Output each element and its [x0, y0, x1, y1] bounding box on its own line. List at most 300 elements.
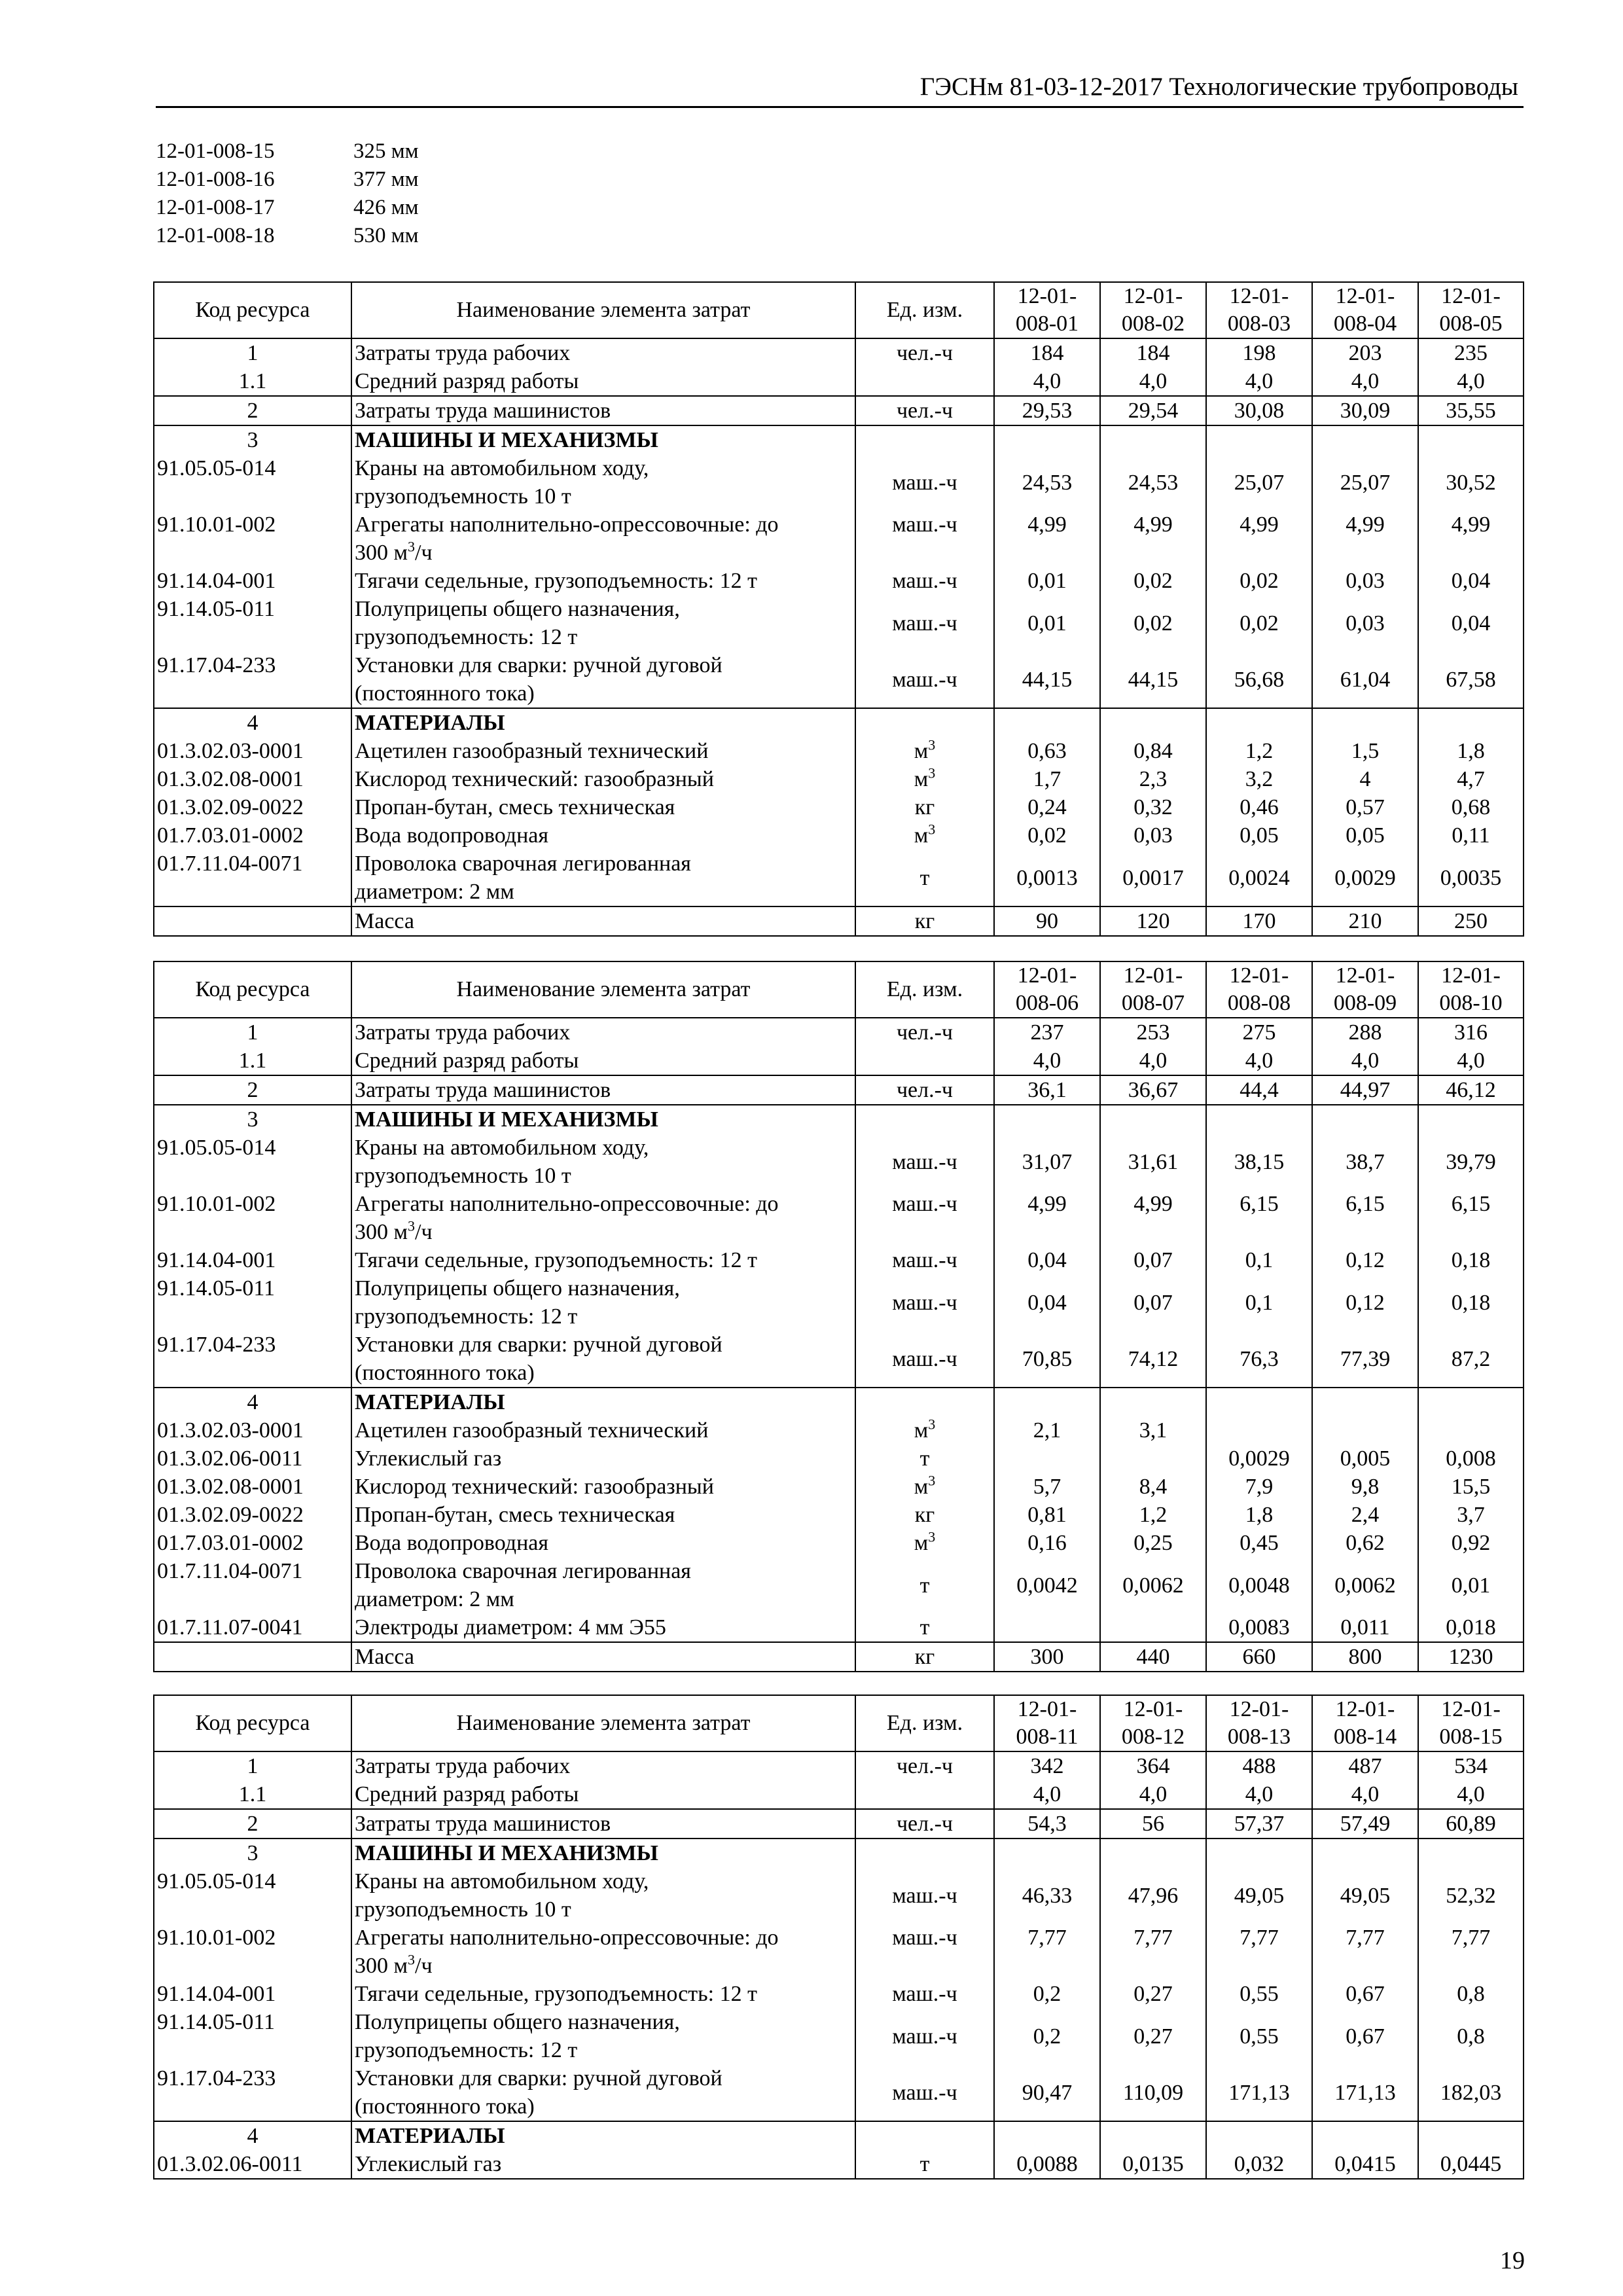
- row-value: 0,02: [1100, 567, 1206, 595]
- row-name: Углекислый газ: [351, 2150, 855, 2179]
- row-code: 01.3.02.03-0001: [154, 737, 351, 765]
- row-value: [1100, 1839, 1206, 1867]
- header-column-code: 12-01- 008-15: [1418, 1695, 1524, 1751]
- row-code: 4: [154, 2121, 351, 2150]
- row-unit: маш.-ч: [855, 1924, 994, 1980]
- row-name: Масса: [351, 1642, 855, 1672]
- row-code: 01.7.11.04-0071: [154, 850, 351, 906]
- row-value: 4,0: [1100, 1780, 1206, 1809]
- row-name: Вода водопроводная: [351, 821, 855, 850]
- row-value: 0,57: [1312, 793, 1418, 821]
- row-name: Установки для сварки: ручной дуговой (постоянного тока): [351, 1331, 855, 1388]
- row-value: 36,1: [994, 1075, 1100, 1105]
- row-value: 487: [1312, 1751, 1418, 1780]
- row-unit: [855, 1105, 994, 1134]
- row-value: 3,2: [1206, 765, 1312, 793]
- row-value: 0,04: [1418, 595, 1524, 651]
- header-code: Код ресурса: [154, 961, 351, 1018]
- header-column-code: 12-01- 008-03: [1206, 282, 1312, 338]
- row-value: 0,45: [1206, 1529, 1312, 1557]
- row-value: 8,4: [1100, 1473, 1206, 1501]
- row-code: 4: [154, 708, 351, 737]
- row-value: [1206, 2121, 1312, 2150]
- table-row: [154, 1047, 1524, 1075]
- row-value: [994, 425, 1100, 454]
- row-code: 91.10.01-002: [154, 1190, 351, 1246]
- row-value: [1312, 1105, 1418, 1134]
- row-value: 660: [1206, 1642, 1312, 1672]
- table-row: [154, 454, 1524, 511]
- row-name: Средний разряд работы: [351, 1047, 855, 1075]
- table-header-row: [154, 282, 1524, 338]
- row-unit: [855, 708, 994, 737]
- table-row: [154, 1274, 1524, 1331]
- row-unit: маш.-ч: [855, 1134, 994, 1190]
- row-value: 46,33: [994, 1867, 1100, 1924]
- table-row: [154, 1501, 1524, 1529]
- row-value: [994, 1105, 1100, 1134]
- row-value: 31,61: [1100, 1134, 1206, 1190]
- row-unit: т: [855, 1444, 994, 1473]
- row-name: Агрегаты наполнительно-опрессовочные: до 300 $м^3/ч$: [351, 511, 855, 567]
- row-unit: т: [855, 2150, 994, 2179]
- row-value: 1230: [1418, 1642, 1524, 1672]
- table-row: [154, 1613, 1524, 1642]
- row-value: 25,07: [1206, 454, 1312, 511]
- row-value: 0,2: [994, 2008, 1100, 2064]
- row-value: 300: [994, 1642, 1100, 1672]
- row-value: 0,24: [994, 793, 1100, 821]
- row-unit: маш.-ч: [855, 2008, 994, 2064]
- row-value: [994, 708, 1100, 737]
- header-column-code: 12-01- 008-06: [994, 961, 1100, 1018]
- row-value: 38,7: [1312, 1134, 1418, 1190]
- row-value: [1206, 425, 1312, 454]
- row-unit: кг: [855, 1642, 994, 1672]
- row-value: 364: [1100, 1751, 1206, 1780]
- row-value: 1,5: [1312, 737, 1418, 765]
- header-column-code: 12-01- 008-07: [1100, 961, 1206, 1018]
- row-value: 7,77: [1418, 1924, 1524, 1980]
- row-value: [1206, 1388, 1312, 1416]
- header-column-code: 12-01- 008-09: [1312, 961, 1418, 1018]
- row-value: 0,04: [994, 1246, 1100, 1274]
- row-value: 90,47: [994, 2064, 1100, 2121]
- row-value: 0,46: [1206, 793, 1312, 821]
- row-unit: маш.-ч: [855, 651, 994, 708]
- row-value: 15,5: [1418, 1473, 1524, 1501]
- row-value: 29,53: [994, 396, 1100, 425]
- row-value: [1206, 708, 1312, 737]
- row-unit: маш.-ч: [855, 1274, 994, 1331]
- row-value: 250: [1418, 906, 1524, 936]
- table-row: [154, 1867, 1524, 1924]
- row-value: 0,011: [1312, 1613, 1418, 1642]
- row-name: Кислород технический: газообразный: [351, 765, 855, 793]
- row-value: 4,0: [994, 1047, 1100, 1075]
- row-value: 171,13: [1312, 2064, 1418, 2121]
- row-value: [1206, 1416, 1312, 1444]
- row-name: Затраты труда рабочих: [351, 1751, 855, 1780]
- row-code: 91.05.05-014: [154, 1134, 351, 1190]
- row-value: 0,0042: [994, 1557, 1100, 1613]
- row-code: 91.14.04-001: [154, 567, 351, 595]
- row-name: Вода водопроводная: [351, 1529, 855, 1557]
- row-code: 91.17.04-233: [154, 1331, 351, 1388]
- table-row: [154, 595, 1524, 651]
- row-value: 70,85: [994, 1331, 1100, 1388]
- row-name: Установки для сварки: ручной дуговой (постоянного тока): [351, 651, 855, 708]
- row-value: 36,67: [1100, 1075, 1206, 1105]
- row-value: 440: [1100, 1642, 1206, 1672]
- code-list-size: 377 мм: [353, 168, 419, 191]
- row-value: 5,7: [994, 1473, 1100, 1501]
- row-unit: маш.-ч: [855, 511, 994, 567]
- row-code: 1: [154, 1018, 351, 1047]
- row-value: 44,4: [1206, 1075, 1312, 1105]
- row-name: Краны на автомобильном ходу, грузоподъемность 10 т: [351, 454, 855, 511]
- row-value: [1206, 1105, 1312, 1134]
- row-name: Краны на автомобильном ходу, грузоподъемность 10 т: [351, 1867, 855, 1924]
- row-value: 4,0: [1312, 1780, 1418, 1809]
- row-value: 0,84: [1100, 737, 1206, 765]
- row-value: 4,0: [1418, 367, 1524, 396]
- row-value: 288: [1312, 1018, 1418, 1047]
- row-value: 4,0: [994, 1780, 1100, 1809]
- page-header-title: ГЭСНм 81-03-12-2017 Технологические трубопроводы: [919, 73, 1518, 101]
- row-value: 800: [1312, 1642, 1418, 1672]
- row-name: Ацетилен газообразный технический: [351, 1416, 855, 1444]
- row-code: 01.7.03.01-0002: [154, 1529, 351, 1557]
- row-name: Кислород технический: газообразный: [351, 1473, 855, 1501]
- row-value: [1100, 1444, 1206, 1473]
- row-unit: $м^3$: [855, 1473, 994, 1501]
- row-code: 91.14.05-011: [154, 1274, 351, 1331]
- header-column-code: 12-01- 008-10: [1418, 961, 1524, 1018]
- row-unit: чел.-ч: [855, 1809, 994, 1839]
- row-name: Затраты труда рабочих: [351, 1018, 855, 1047]
- row-value: 342: [994, 1751, 1100, 1780]
- row-value: 0,18: [1418, 1246, 1524, 1274]
- header-code: Код ресурса: [154, 1695, 351, 1751]
- resource-table-2: [153, 961, 1524, 1672]
- header-name: Наименование элемента затрат: [351, 1695, 855, 1751]
- row-value: 4,99: [994, 511, 1100, 567]
- table-row: [154, 1839, 1524, 1867]
- row-value: 4,0: [1206, 1047, 1312, 1075]
- row-code: 01.3.02.03-0001: [154, 1416, 351, 1444]
- table-row: [154, 2150, 1524, 2179]
- table-row: [154, 850, 1524, 906]
- row-value: 0,12: [1312, 1274, 1418, 1331]
- row-name: Краны на автомобильном ходу, грузоподъемность 10 т: [351, 1134, 855, 1190]
- row-value: 182,03: [1418, 2064, 1524, 2121]
- table-row: [154, 567, 1524, 595]
- row-name: Ацетилен газообразный технический: [351, 737, 855, 765]
- row-value: 0,92: [1418, 1529, 1524, 1557]
- row-unit: маш.-ч: [855, 1246, 994, 1274]
- row-value: 0,03: [1312, 595, 1418, 651]
- table-row: [154, 1416, 1524, 1444]
- row-value: 24,53: [994, 454, 1100, 511]
- resource-table-1: [153, 281, 1524, 937]
- row-value: 0,018: [1418, 1613, 1524, 1642]
- row-value: 4,0: [1312, 367, 1418, 396]
- table-row: [154, 396, 1524, 425]
- row-unit: $м^3$: [855, 1416, 994, 1444]
- row-unit: маш.-ч: [855, 1980, 994, 2008]
- row-value: 0,01: [994, 567, 1100, 595]
- row-value: 3,7: [1418, 1501, 1524, 1529]
- row-value: 0,0083: [1206, 1613, 1312, 1642]
- row-value: [1100, 708, 1206, 737]
- row-value: 237: [994, 1018, 1100, 1047]
- row-code: 01.7.03.01-0002: [154, 821, 351, 850]
- row-code: 01.3.02.09-0022: [154, 1501, 351, 1529]
- row-name: Пропан-бутан, смесь техническая: [351, 1501, 855, 1529]
- row-unit: [855, 2121, 994, 2150]
- table-row: [154, 338, 1524, 367]
- row-unit: кг: [855, 906, 994, 936]
- row-value: 57,37: [1206, 1809, 1312, 1839]
- row-value: 110,09: [1100, 2064, 1206, 2121]
- row-value: 74,12: [1100, 1331, 1206, 1388]
- row-value: 1,8: [1418, 737, 1524, 765]
- row-value: 4: [1312, 765, 1418, 793]
- row-unit: т: [855, 1557, 994, 1613]
- row-code: 3: [154, 1839, 351, 1867]
- row-code: 91.05.05-014: [154, 1867, 351, 1924]
- row-value: 47,96: [1100, 1867, 1206, 1924]
- code-list-code: 12-01-008-16: [156, 168, 275, 191]
- code-list-code: 12-01-008-15: [156, 139, 275, 163]
- table-row: [154, 651, 1524, 708]
- row-value: 0,005: [1312, 1444, 1418, 1473]
- row-value: [1312, 1839, 1418, 1867]
- row-unit: маш.-ч: [855, 1190, 994, 1246]
- row-value: [1418, 1416, 1524, 1444]
- table-row: [154, 1809, 1524, 1839]
- row-value: 0,1: [1206, 1246, 1312, 1274]
- table-row: [154, 1190, 1524, 1246]
- row-value: 46,12: [1418, 1075, 1524, 1105]
- row-value: 25,07: [1312, 454, 1418, 511]
- row-value: [994, 2121, 1100, 2150]
- row-value: 0,0088: [994, 2150, 1100, 2179]
- row-name: Полуприцепы общего назначения, грузоподъемность: 12 т: [351, 595, 855, 651]
- code-list-code: 12-01-008-18: [156, 224, 275, 247]
- row-value: 0,12: [1312, 1246, 1418, 1274]
- code-list-item: [156, 166, 419, 194]
- row-name: Проволока сварочная легированная диаметром: 2 мм: [351, 850, 855, 906]
- row-value: 253: [1100, 1018, 1206, 1047]
- row-unit: маш.-ч: [855, 1331, 994, 1388]
- row-value: 30,08: [1206, 396, 1312, 425]
- row-name: Полуприцепы общего назначения, грузоподъемность: 12 т: [351, 1274, 855, 1331]
- row-value: 54,3: [994, 1809, 1100, 1839]
- row-value: 534: [1418, 1751, 1524, 1780]
- header-column-code: 12-01- 008-04: [1312, 282, 1418, 338]
- row-value: 0,16: [994, 1529, 1100, 1557]
- row-code: 01.7.11.07-0041: [154, 1613, 351, 1642]
- row-value: 9,8: [1312, 1473, 1418, 1501]
- row-value: [994, 1388, 1100, 1416]
- row-value: 0,67: [1312, 1980, 1418, 2008]
- row-name: МАТЕРИАЛЫ: [351, 708, 855, 737]
- table-row: [154, 1331, 1524, 1388]
- row-unit: [855, 1780, 994, 1809]
- row-unit: маш.-ч: [855, 1867, 994, 1924]
- row-value: 0,81: [994, 1501, 1100, 1529]
- row-unit: чел.-ч: [855, 1018, 994, 1047]
- row-value: 2,3: [1100, 765, 1206, 793]
- code-list-size: 530 мм: [353, 224, 419, 247]
- row-value: 39,79: [1418, 1134, 1524, 1190]
- row-value: 0,05: [1312, 821, 1418, 850]
- row-value: 0,27: [1100, 2008, 1206, 2064]
- row-name: Агрегаты наполнительно-опрессовочные: до 300 $м^3/ч$: [351, 1924, 855, 1980]
- row-value: 0,0135: [1100, 2150, 1206, 2179]
- row-name: Полуприцепы общего назначения, грузоподъемность: 12 т: [351, 2008, 855, 2064]
- row-unit: маш.-ч: [855, 2064, 994, 2121]
- row-value: 0,63: [994, 737, 1100, 765]
- table-row: [154, 2064, 1524, 2121]
- row-name: МАШИНЫ И МЕХАНИЗМЫ: [351, 1839, 855, 1867]
- row-value: 52,32: [1418, 1867, 1524, 1924]
- table-row: [154, 793, 1524, 821]
- table-row: [154, 1134, 1524, 1190]
- row-value: [1312, 1416, 1418, 1444]
- row-unit: чел.-ч: [855, 1075, 994, 1105]
- row-name: Установки для сварки: ручной дуговой (постоянного тока): [351, 2064, 855, 2121]
- row-code: 1.1: [154, 1047, 351, 1075]
- row-value: 77,39: [1312, 1331, 1418, 1388]
- header-unit: Ед. изм.: [855, 282, 994, 338]
- row-value: 6,15: [1312, 1190, 1418, 1246]
- table-row: [154, 737, 1524, 765]
- row-value: 0,0017: [1100, 850, 1206, 906]
- table-header-row: [154, 1695, 1524, 1751]
- row-value: 171,13: [1206, 2064, 1312, 2121]
- row-unit: маш.-ч: [855, 454, 994, 511]
- row-value: 76,3: [1206, 1331, 1312, 1388]
- row-code: 01.3.02.08-0001: [154, 1473, 351, 1501]
- table-row: [154, 1075, 1524, 1105]
- row-value: [1418, 425, 1524, 454]
- row-value: 4,99: [1100, 511, 1206, 567]
- row-value: 4,0: [1418, 1780, 1524, 1809]
- header-column-code: 12-01- 008-11: [994, 1695, 1100, 1751]
- row-code: 91.17.04-233: [154, 2064, 351, 2121]
- row-value: 0,01: [1418, 1557, 1524, 1613]
- row-value: 2,1: [994, 1416, 1100, 1444]
- row-value: 0,2: [994, 1980, 1100, 2008]
- code-list-item: [156, 137, 419, 166]
- row-value: 0,27: [1100, 1980, 1206, 2008]
- row-name: Затраты труда машинистов: [351, 1809, 855, 1839]
- row-unit: кг: [855, 1501, 994, 1529]
- row-name: МАТЕРИАЛЫ: [351, 2121, 855, 2150]
- row-value: 7,77: [1100, 1924, 1206, 1980]
- row-value: 0,04: [1418, 567, 1524, 595]
- table-row: [154, 1557, 1524, 1613]
- row-value: 0,8: [1418, 1980, 1524, 2008]
- row-value: 44,15: [1100, 651, 1206, 708]
- table-row: [154, 1018, 1524, 1047]
- row-name: Затраты труда машинистов: [351, 1075, 855, 1105]
- row-value: 184: [1100, 338, 1206, 367]
- row-value: 275: [1206, 1018, 1312, 1047]
- row-code: 91.05.05-014: [154, 454, 351, 511]
- row-code: 01.3.02.08-0001: [154, 765, 351, 793]
- table-row: [154, 1444, 1524, 1473]
- row-value: 29,54: [1100, 396, 1206, 425]
- header-column-code: 12-01- 008-05: [1418, 282, 1524, 338]
- table-row: [154, 1924, 1524, 1980]
- resource-table-3: [153, 1695, 1524, 2179]
- row-value: 7,77: [1206, 1924, 1312, 1980]
- row-value: [994, 1613, 1100, 1642]
- row-unit: [855, 1839, 994, 1867]
- table-row: [154, 2008, 1524, 2064]
- row-name: Средний разряд работы: [351, 1780, 855, 1809]
- row-unit: [855, 425, 994, 454]
- row-value: 60,89: [1418, 1809, 1524, 1839]
- row-value: 7,77: [1312, 1924, 1418, 1980]
- row-unit: $м^3$: [855, 765, 994, 793]
- row-name: Затраты труда машинистов: [351, 396, 855, 425]
- row-value: 0,0445: [1418, 2150, 1524, 2179]
- row-value: 4,0: [1100, 1047, 1206, 1075]
- row-value: 61,04: [1312, 651, 1418, 708]
- row-name: Электроды диаметром: 4 мм Э55: [351, 1613, 855, 1642]
- table-row: [154, 511, 1524, 567]
- row-value: 0,008: [1418, 1444, 1524, 1473]
- table-row: [154, 1529, 1524, 1557]
- row-name: Проволока сварочная легированная диаметром: 2 мм: [351, 1557, 855, 1613]
- header-column-code: 12-01- 008-01: [994, 282, 1100, 338]
- table-row: [154, 708, 1524, 737]
- row-code: 2: [154, 1809, 351, 1839]
- row-value: [1418, 1105, 1524, 1134]
- row-value: 6,15: [1206, 1190, 1312, 1246]
- row-value: [1100, 1105, 1206, 1134]
- row-code: 91.14.04-001: [154, 1246, 351, 1274]
- row-value: [1418, 708, 1524, 737]
- row-name: Углекислый газ: [351, 1444, 855, 1473]
- row-value: 0,18: [1418, 1274, 1524, 1331]
- table-row: [154, 1980, 1524, 2008]
- row-name: МАШИНЫ И МЕХАНИЗМЫ: [351, 425, 855, 454]
- row-value: 1,2: [1100, 1501, 1206, 1529]
- row-value: 316: [1418, 1018, 1524, 1047]
- row-value: 0,02: [994, 821, 1100, 850]
- row-value: 4,99: [1312, 511, 1418, 567]
- row-value: 4,0: [994, 367, 1100, 396]
- row-value: 0,0024: [1206, 850, 1312, 906]
- row-code: 1.1: [154, 1780, 351, 1809]
- row-value: 0,62: [1312, 1529, 1418, 1557]
- row-unit: маш.-ч: [855, 595, 994, 651]
- code-list-size: 426 мм: [353, 196, 419, 219]
- row-value: 24,53: [1100, 454, 1206, 511]
- row-value: 44,15: [994, 651, 1100, 708]
- row-value: [1312, 708, 1418, 737]
- header-name: Наименование элемента затрат: [351, 282, 855, 338]
- row-code: 91.14.04-001: [154, 1980, 351, 2008]
- row-value: 49,05: [1312, 1867, 1418, 1924]
- table-row: [154, 765, 1524, 793]
